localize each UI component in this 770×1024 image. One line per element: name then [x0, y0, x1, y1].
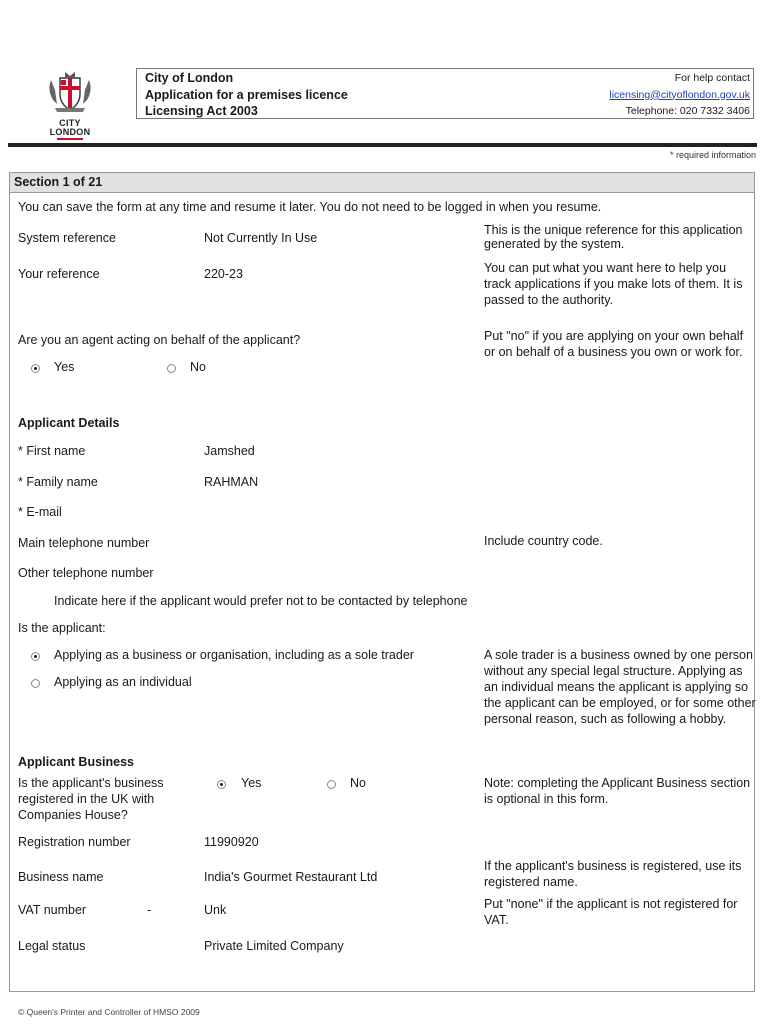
form-title: Application for a premises licence: [145, 87, 348, 102]
family-name-label: * Family name: [18, 475, 98, 489]
section-panel: [9, 172, 755, 992]
registered-no-radio[interactable]: [327, 780, 336, 789]
business-name-help: If the applicant's business is registered, use its registered name.: [484, 859, 742, 889]
registered-yes-radio[interactable]: [217, 780, 226, 789]
header-divider: [8, 143, 757, 147]
city-of-london-logo: [42, 70, 98, 136]
agent-yes-radio[interactable]: [31, 364, 40, 373]
help-contact: [609, 70, 750, 120]
agent-no-label: No: [190, 360, 206, 374]
applicant-individual-radio[interactable]: [31, 679, 40, 688]
other-phone-label: Other telephone number: [18, 566, 154, 580]
applicant-type-help: A sole trader is a business owned by one person without any special legal structure. Applying as an individual means the applicant is applying so the applicant can be employed, or for some other personal reason, such as following a hobby.: [484, 648, 756, 726]
legal-status-select[interactable]: Private Limited Company: [204, 939, 344, 953]
family-name-field[interactable]: RAHMAN: [204, 475, 259, 489]
main-phone-help: Include country code.: [484, 534, 603, 548]
registered-yes-label: Yes: [241, 776, 262, 790]
help-telephone: Telephone: 020 7332 3406: [625, 105, 750, 117]
your-reference-help: You can put what you want here to help you track applications if you make lots of them. It is passed to the authority.: [484, 261, 743, 307]
org-name: City of London: [145, 71, 234, 85]
other-phone-field[interactable]: [204, 565, 464, 581]
coat-of-arms-icon: [45, 70, 95, 114]
is-applicant-label: Is the applicant:: [18, 621, 106, 635]
first-name-field[interactable]: Jamshed: [204, 444, 255, 458]
applicant-business-heading: Applicant Business: [18, 755, 134, 769]
header-box: [136, 68, 754, 119]
applicant-business-label: Applying as a business or organisation, including as a sole trader: [54, 648, 414, 662]
help-email-link[interactable]: licensing@cityoflondon.gov.uk: [609, 88, 750, 101]
vat-number-help: Put "none" if the applicant is not registered for VAT.: [484, 897, 738, 927]
agent-yes-label: Yes: [54, 360, 75, 374]
agent-question: Are you an agent acting on behalf of the applicant?: [18, 333, 301, 347]
act-name: Licensing Act 2003: [145, 104, 258, 118]
applicant-business-radio[interactable]: [31, 652, 40, 661]
system-reference-help: This is the unique reference for this application generated by the system.: [484, 223, 743, 251]
required-note: * required information: [669, 150, 756, 160]
system-reference-label: System reference: [18, 231, 116, 245]
no-contact-checkbox-label[interactable]: Indicate here if the applicant would prefer not to be contacted by telephone: [54, 594, 468, 608]
help-label: For help contact: [674, 72, 750, 84]
legal-status-label: Legal status: [18, 939, 86, 953]
logo-city: CITY: [59, 118, 81, 128]
registered-help: Note: completing the Applicant Business section is optional in this form.: [484, 776, 751, 806]
your-reference-label: Your reference: [18, 267, 100, 281]
logo-london: LONDON: [49, 127, 91, 137]
agent-help: Put "no" if you are applying on your own behalf or on behalf of a business you own or work for.: [484, 329, 744, 359]
email-label: * E-mail: [18, 505, 62, 519]
system-reference-value[interactable]: Not Currently In Use: [204, 231, 318, 245]
registration-number-label: Registration number: [18, 835, 131, 849]
registered-question: Is the applicant's business registered in the UK with Companies House?: [18, 776, 164, 822]
applicant-individual-label: Applying as an individual: [54, 675, 192, 689]
vat-dash: -: [147, 903, 152, 917]
vat-number-field[interactable]: Unk: [204, 903, 227, 917]
business-name-label: Business name: [18, 870, 104, 884]
main-phone-label: Main telephone number: [18, 536, 150, 550]
your-reference-field[interactable]: 220-23: [204, 267, 243, 281]
registered-no-label: No: [350, 776, 366, 790]
business-name-field[interactable]: India's Gourmet Restaurant Ltd: [204, 870, 378, 884]
logo-red-bar: [57, 138, 83, 140]
footer-copyright: © Queen's Printer and Controller of HMSO 2009: [18, 1007, 200, 1017]
agent-no-radio[interactable]: [167, 364, 176, 373]
vat-number-label: VAT number: [18, 903, 87, 917]
header-titles: [145, 70, 348, 120]
registration-number-field[interactable]: 11990920: [204, 835, 259, 849]
first-name-label: * First name: [18, 444, 86, 458]
section-title: Section 1 of 21: [10, 173, 754, 193]
email-field[interactable]: [204, 504, 464, 520]
main-phone-field[interactable]: [204, 535, 464, 551]
applicant-details-heading: Applicant Details: [18, 416, 120, 430]
section-intro: You can save the form at any time and resume it later. You do not need to be logged in when you resume.: [18, 200, 602, 214]
